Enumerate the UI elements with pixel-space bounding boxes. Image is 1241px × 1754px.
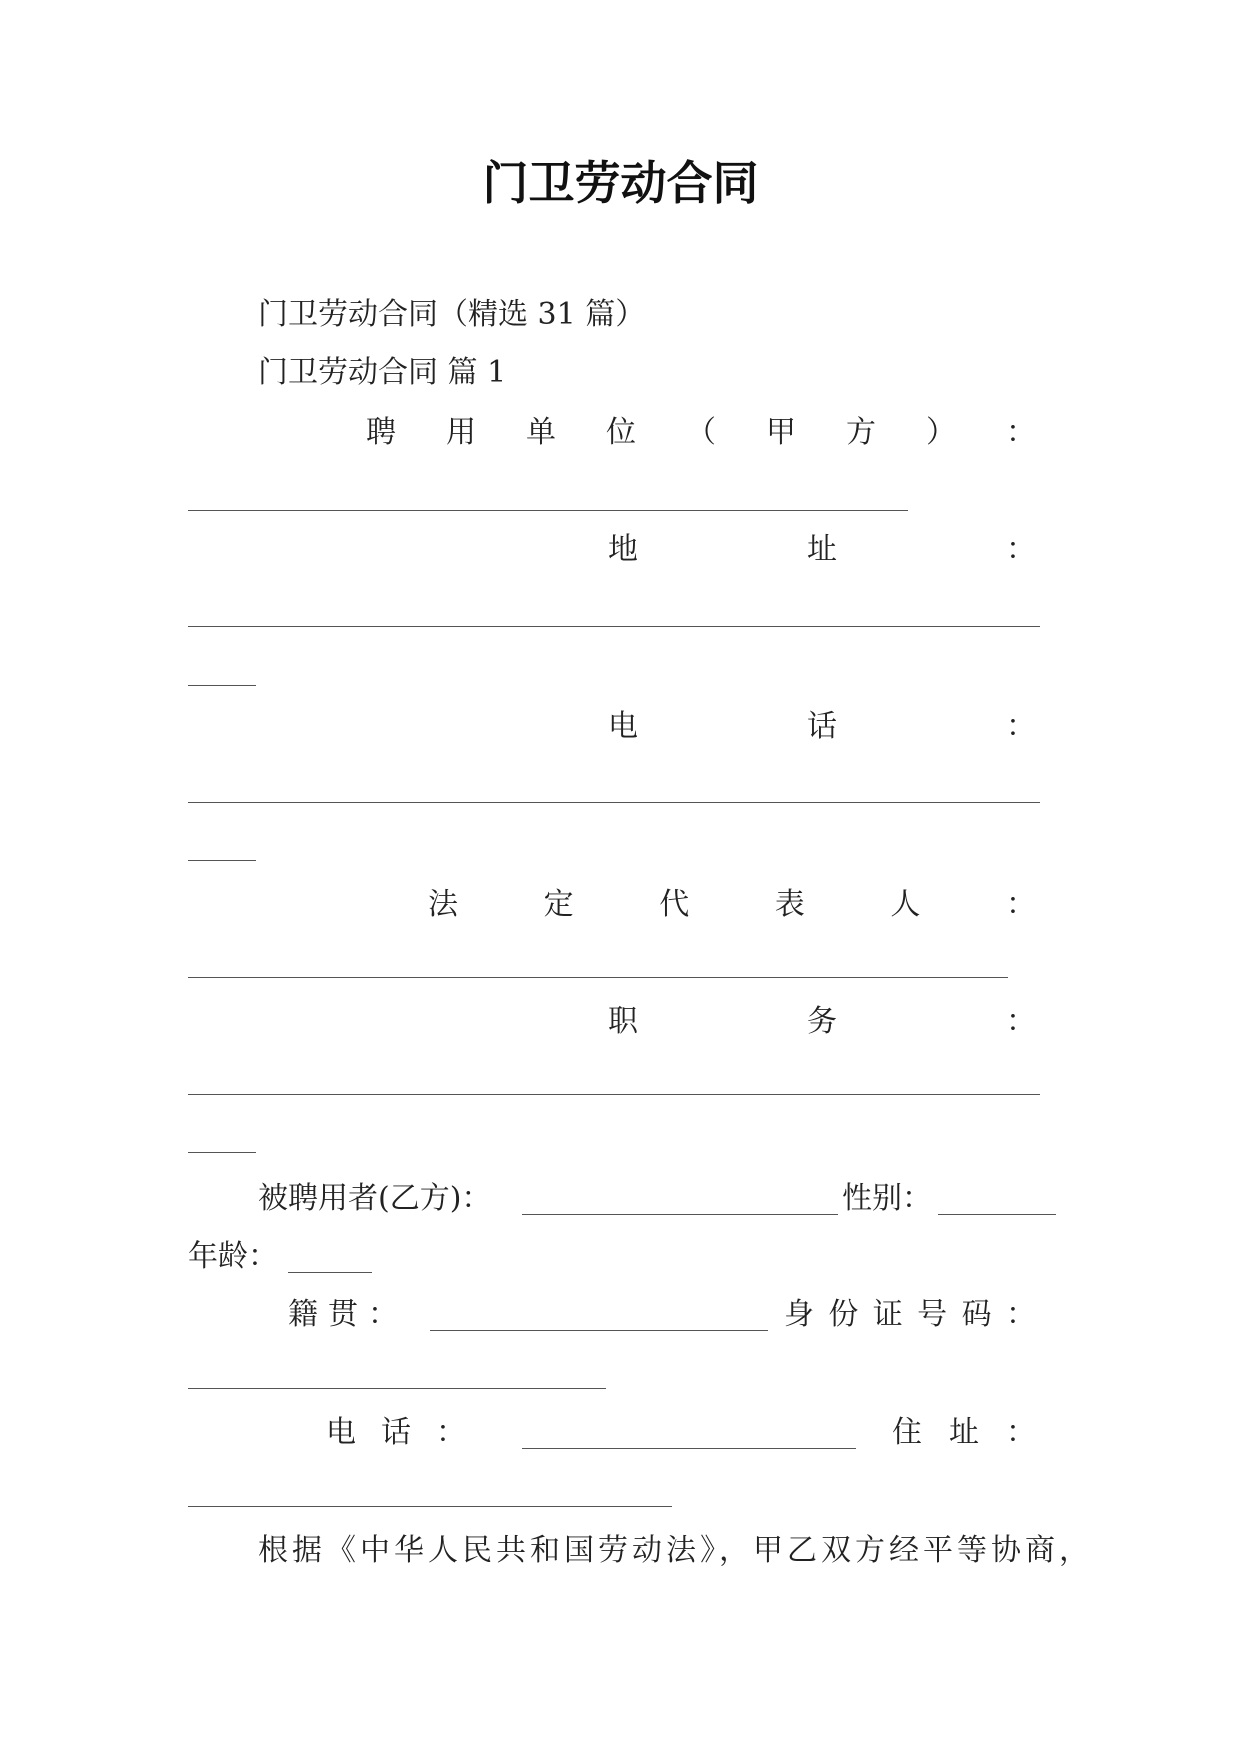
phone-blank-line — [188, 802, 1040, 803]
employee-phone-blank-line — [522, 1448, 856, 1449]
address-label — [608, 532, 1036, 567]
gender-blank-line — [938, 1214, 1056, 1215]
employer-label-char: 甲 — [766, 415, 796, 450]
id-number-label — [784, 1297, 1036, 1332]
residence-char: ： — [1006, 1415, 1036, 1450]
employer-label-char: 聘 — [366, 415, 396, 450]
id-label-char: 身 — [784, 1297, 814, 1332]
phone-label — [608, 709, 1036, 744]
employer-blank-line — [188, 510, 908, 511]
employer-label-char: ： — [1006, 415, 1036, 450]
legal-rep-label — [428, 887, 1036, 922]
gender-label: 性别： — [842, 1181, 932, 1216]
legal-rep-label-char: 表 — [774, 887, 805, 922]
body-paragraph: 根据《中华人民共和国劳动法》，甲乙双方经平等协商， — [258, 1533, 1093, 1568]
address-blank-line — [188, 626, 1040, 627]
id-number-blank-line — [188, 1388, 606, 1389]
position-blank-line — [188, 1094, 1040, 1095]
employer-label-char: 方 — [846, 415, 876, 450]
phone-label-char: 电 — [608, 709, 638, 744]
employer-label-char: 位 — [606, 415, 636, 450]
employee-blank-line — [522, 1214, 838, 1215]
address-label-char: 址 — [807, 532, 837, 567]
phone-label-char: ： — [1006, 709, 1036, 744]
document-subtitle: 门卫劳动合同（精选 31 篇） — [258, 297, 646, 332]
native-place-blank-line — [430, 1330, 768, 1331]
id-label-char: 份 — [828, 1297, 859, 1332]
employee-phone-char: ： — [436, 1415, 466, 1450]
age-label: 年龄： — [188, 1239, 278, 1274]
age-blank-line — [288, 1272, 372, 1273]
address-label-char: 地 — [608, 532, 638, 567]
position-label-char: 务 — [807, 1004, 837, 1039]
id-label-char: 码 — [961, 1297, 992, 1332]
phone-blank-line-cont — [188, 860, 256, 861]
employee-phone-label — [326, 1415, 466, 1450]
employer-label-char: 单 — [526, 415, 556, 450]
legal-rep-label-char: 代 — [659, 887, 690, 922]
employee-phone-char: 话 — [381, 1415, 411, 1450]
native-place-label — [288, 1297, 398, 1332]
employer-label-char: ） — [926, 415, 956, 450]
position-label — [608, 1004, 1036, 1039]
phone-label-char: 话 — [807, 709, 837, 744]
employer-label-char: （ — [686, 415, 716, 450]
document-title: 门卫劳动合同 — [482, 156, 759, 210]
address-blank-line-cont — [188, 685, 256, 686]
residence-char: 址 — [949, 1415, 979, 1450]
residence-label — [892, 1415, 1036, 1450]
native-label-char: 贯 — [328, 1297, 358, 1332]
section-heading: 门卫劳动合同 篇 1 — [258, 355, 507, 390]
legal-rep-label-char: 法 — [428, 887, 458, 922]
employee-label: 被聘用者(乙方)： — [258, 1181, 492, 1216]
employee-phone-char: 电 — [326, 1415, 356, 1450]
residence-blank-line — [188, 1506, 672, 1507]
legal-rep-label-char: ： — [1005, 887, 1036, 922]
id-label-char: 号 — [917, 1297, 948, 1332]
id-label-char: 证 — [872, 1297, 903, 1332]
employer-label — [366, 415, 1036, 450]
native-label-char: 籍 — [288, 1297, 318, 1332]
position-label-char: 职 — [608, 1004, 638, 1039]
address-label-char: ： — [1006, 532, 1036, 567]
legal-rep-label-char: 人 — [890, 887, 921, 922]
native-label-char: ： — [368, 1297, 398, 1332]
position-label-char: ： — [1006, 1004, 1036, 1039]
id-label-char: ： — [1005, 1297, 1036, 1332]
legal-rep-blank-line — [188, 977, 1008, 978]
residence-char: 住 — [892, 1415, 922, 1450]
position-blank-line-cont — [188, 1152, 256, 1153]
legal-rep-label-char: 定 — [543, 887, 574, 922]
employer-label-char: 用 — [446, 415, 476, 450]
